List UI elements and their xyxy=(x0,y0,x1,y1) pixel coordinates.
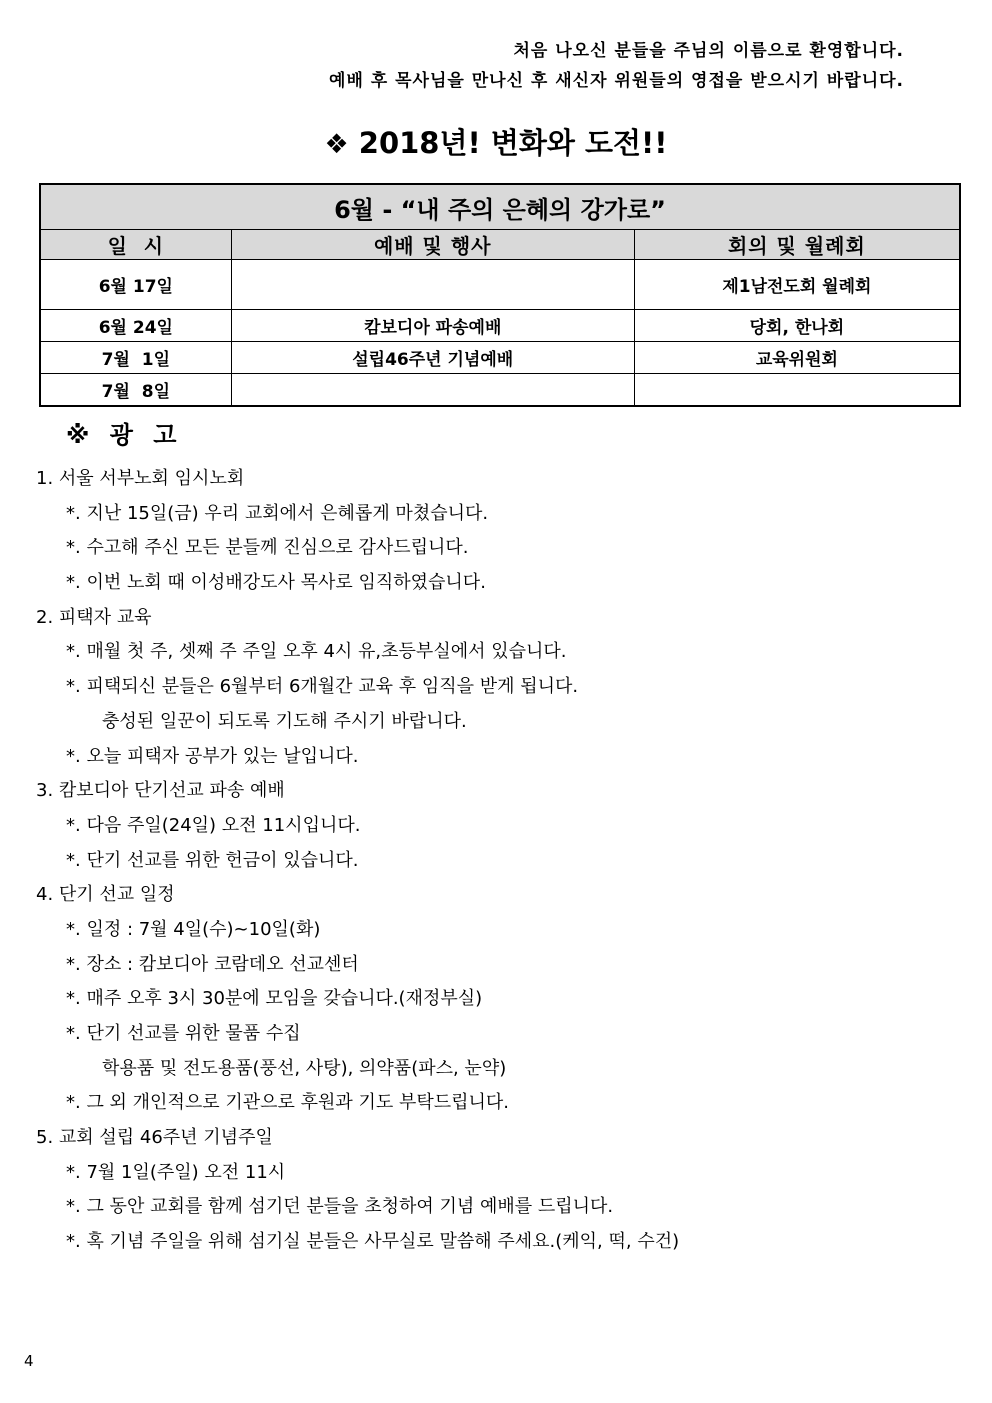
headline-text: 2018년! 변화와 도전!! xyxy=(358,126,668,160)
notice-line: *. 오늘 피택자 공부가 있는 날입니다. xyxy=(66,745,359,767)
schedule-title: 6월 - “내 주의 은혜의 강가로” xyxy=(40,184,960,230)
notice-heading-2: 2. 피택자 교육 xyxy=(36,606,152,628)
row-meeting: 교육위원회 xyxy=(634,342,960,374)
table-row xyxy=(40,374,960,406)
notice-line: *. 매월 첫 주, 셋째 주 주일 오후 4시 유,초등부실에서 있습니다. xyxy=(66,641,567,663)
row-meeting: 당회, 한나회 xyxy=(634,310,960,342)
notice-line: *. 수고해 주신 모든 분들께 진심으로 감사드립니다. xyxy=(66,537,469,559)
table-row xyxy=(40,260,960,310)
row-event: 설립46주년 기념예배 xyxy=(231,342,634,374)
schedule-header-row xyxy=(40,230,960,260)
diamond-icon: ❖ xyxy=(324,129,349,160)
row-meeting: 제1남전도회 월례회 xyxy=(634,260,960,310)
header-date: 일 시 xyxy=(40,230,231,260)
row-event xyxy=(231,374,634,406)
welcome-line-2: 예배 후 목사님을 만나신 후 새신자 위원들의 영접을 받으시기 바랍니다. xyxy=(329,71,904,91)
notice-line: *. 피택되신 분들은 6월부터 6개월간 교육 후 임직을 받게 됩니다. xyxy=(66,676,579,698)
notice-line: 충성된 일꾼이 되도록 기도해 주시기 바랍니다. xyxy=(102,710,467,732)
notice-line: *. 이번 노회 때 이성배강도사 목사로 임직하였습니다. xyxy=(66,572,486,594)
notice-heading-3: 3. 캄보디아 단기선교 파송 예배 xyxy=(36,780,285,802)
notice-line: *. 일정 : 7월 4일(수)~10일(화) xyxy=(66,918,321,940)
notice-line: *. 혹 기념 주일을 위해 섬기실 분들은 사무실로 말씀해 주세요.(케익, 떡, 수건) xyxy=(66,1231,680,1253)
notice-line: *. 그 외 개인적으로 기관으로 후원과 기도 부탁드립니다. xyxy=(66,1092,510,1114)
notice-heading-1: 1. 서울 서부노회 임시노회 xyxy=(36,468,245,489)
notice-line: *. 지난 15일(금) 우리 교회에서 은혜롭게 마쳤습니다. xyxy=(66,502,489,524)
notice-heading-5: 5. 교회 설립 46주년 기념주일 xyxy=(36,1127,273,1149)
welcome-line-1: 처음 나오신 분들을 주님의 이름으로 환영합니다. xyxy=(513,41,904,61)
row-event xyxy=(231,260,634,310)
notice-line: *. 단기 선교를 위한 헌금이 있습니다. xyxy=(66,849,359,871)
header-meeting: 회의 및 월례회 xyxy=(634,230,960,260)
row-date: 7월 1일 xyxy=(40,342,231,374)
schedule-title-row xyxy=(40,184,960,230)
row-date: 6월 24일 xyxy=(40,310,231,342)
notice-heading-4: 4. 단기 선교 일정 xyxy=(36,884,175,906)
notice-line: *. 단기 선교를 위한 물품 수집 xyxy=(66,1023,301,1044)
notice-line: 학용품 및 전도용품(풍선, 사탕), 의약품(파스, 눈약) xyxy=(102,1057,507,1079)
table-row xyxy=(40,342,960,374)
notice-line: *. 매주 오후 3시 30분에 모임을 갖습니다.(재정부실) xyxy=(66,988,483,1010)
notice-line: *. 그 동안 교회를 함께 섬기던 분들을 초청하여 기념 예배를 드립니다. xyxy=(66,1196,614,1218)
announcements-list xyxy=(36,462,956,1260)
welcome-message xyxy=(329,36,904,96)
page-headline xyxy=(0,121,992,162)
announcements-title: ※ 광 고 xyxy=(66,421,183,449)
row-date: 6월 17일 xyxy=(40,260,231,310)
notice-line: *. 다음 주일(24일) 오전 11시입니다. xyxy=(66,814,361,836)
table-row xyxy=(40,310,960,342)
notice-line: *. 7월 1일(주일) 오전 11시 xyxy=(66,1161,286,1183)
row-date: 7월 8일 xyxy=(40,374,231,406)
header-event: 예배 및 행사 xyxy=(231,230,634,260)
row-event: 캄보디아 파송예배 xyxy=(231,310,634,342)
schedule-table xyxy=(39,183,961,407)
row-meeting xyxy=(634,374,960,406)
notice-line: *. 장소 : 캄보디아 코람데오 선교센터 xyxy=(66,953,359,975)
page-number: 4 xyxy=(24,1352,34,1370)
